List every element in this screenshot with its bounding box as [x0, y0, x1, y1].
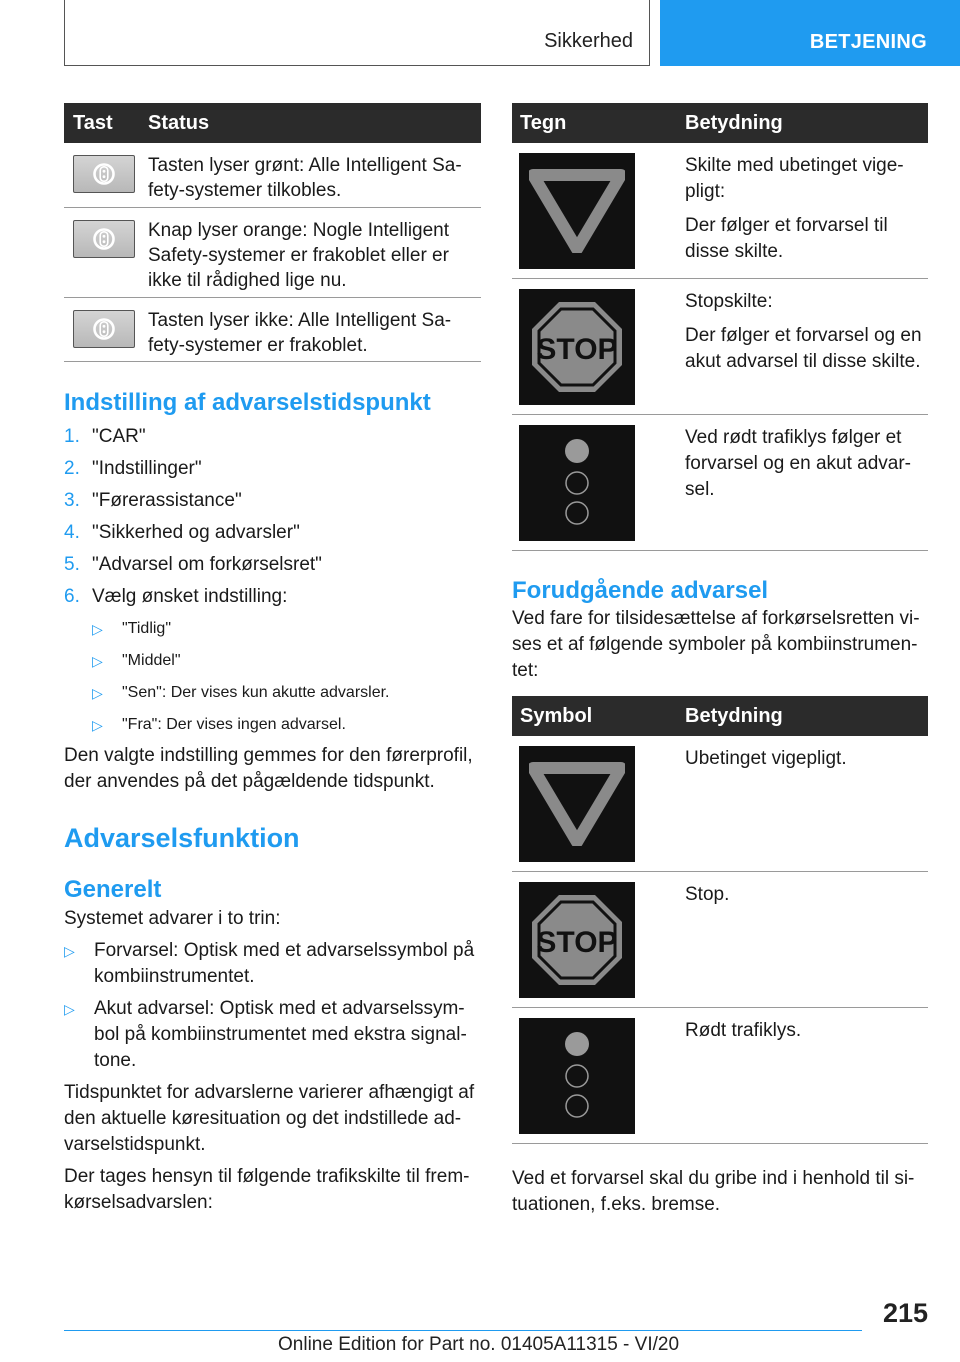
list-item: ▷ Forvarsel: Optisk med et advarselssymbol på kombiinstrumentet. [64, 938, 481, 990]
header-chapter-title: BETJENING [809, 31, 927, 53]
table-row [64, 143, 481, 208]
stop-sign-icon [519, 882, 635, 998]
footer-divider [64, 1330, 862, 1331]
setting-section-title: Indstilling af advarselstidspunkt [64, 389, 431, 416]
triangle-bullet-icon: ▷ [64, 1001, 75, 1017]
table-row: STOP Stopskilte: Der følger et forvarsel og en akut advarsel til disse skilte. [512, 279, 928, 415]
list-item: 2. "Indstillinger" [64, 458, 202, 479]
list-item: 4. "Sikkerhed og advarsler" [64, 522, 300, 543]
signs-table [512, 103, 928, 551]
warning-timing-text: Tidspunktet for advarslerne varierer afhængigt af den aktuelle køresituation og det indstillede ad-varselstidspunkt. [64, 1082, 475, 1155]
table-row: Skilte med ubetinget vige-pligt: Der følger et forvarsel til disse skilte. [512, 143, 928, 279]
triangle-bullet-icon: ▷ [92, 685, 103, 701]
table-row: Rødt trafiklys. [512, 1008, 928, 1144]
yield-sign-icon [519, 746, 635, 862]
warning-steps-list [64, 938, 481, 1074]
status-table-header [64, 103, 481, 143]
signs-table-header [512, 103, 928, 143]
intelligent-safety-key-icon [73, 310, 135, 348]
list-item: 3. "Førerassistance" [64, 490, 242, 511]
list-item: ▷ "Middel" [64, 645, 481, 677]
pre-warning-title: Forudgående advarsel [512, 577, 769, 604]
header-section-box [64, 0, 650, 66]
setting-options-list [64, 613, 481, 741]
list-item: 1. "CAR" [64, 426, 146, 447]
svg-text:STOP: STOP [536, 926, 618, 959]
traffic-light-icon [519, 425, 635, 541]
list-item: 6. Vælg ønsket indstilling: [64, 586, 288, 607]
status-text: Tasten lyser ikke: Alle Intelligent Sa-fety-systemer er frakoblet. [148, 310, 452, 356]
table-row [64, 298, 481, 362]
triangle-bullet-icon: ▷ [64, 943, 75, 959]
symbols-table-header-meaning: Betydning [685, 704, 783, 727]
yield-sign-icon [519, 153, 635, 269]
warning-function-intro: Systemet advarer i to trin: [64, 908, 281, 929]
traffic-light-icon [519, 1018, 635, 1134]
list-item: ▷ "Tidlig" [64, 613, 481, 645]
intelligent-safety-key-icon [73, 220, 135, 258]
footer-edition: Online Edition for Part no. 01405A11315 - VI/20 [278, 1334, 680, 1355]
header-section-title: Sikkerhed [544, 30, 633, 52]
table-row: Ved rødt trafiklys følger et forvarsel og en akut advar-sel. [512, 415, 928, 551]
warning-function-title: Advarselsfunktion [64, 823, 300, 853]
page-number: 215 [882, 1298, 928, 1328]
list-item: 5. "Advarsel om forkørselsret" [64, 554, 322, 575]
status-table-header-key: Tast [73, 111, 113, 134]
stop-sign-icon [519, 289, 635, 405]
table-row [64, 208, 481, 298]
closing-text: Ved et forvarsel skal du gribe ind i henhold til si-tuationen, f.eks. bremse. [512, 1168, 915, 1215]
triangle-bullet-icon: ▷ [92, 653, 103, 669]
table-row: STOP Stop. [512, 872, 928, 1008]
status-text: Knap lyser orange: Nogle Intelligent Safety-systemer er frakoblet eller er ikke til rådighed lige nu. [148, 220, 450, 291]
signs-table-header-meaning: Betydning [685, 111, 783, 134]
triangle-bullet-icon: ▷ [92, 717, 103, 733]
triangle-bullet-icon: ▷ [92, 621, 103, 637]
intelligent-safety-key-icon [73, 155, 135, 193]
right-column [512, 103, 928, 1218]
table-row: Ubetinget vigepligt. [512, 736, 928, 872]
symbols-table [512, 696, 928, 1144]
status-text: Tasten lyser grønt: Alle Intelligent Sa-fety-systemer tilkobles. [148, 155, 462, 201]
pre-warning-intro: Ved fare for tilsidesættelse af forkørselsretten vi-ses et af følgende symboler på kombiinstrumen-tet: [512, 608, 920, 681]
symbols-table-header-symbol: Symbol [520, 704, 593, 727]
svg-text:STOP: STOP [536, 333, 618, 366]
list-item: ▷ "Sen": Der vises kun akutte advarsler. [64, 677, 481, 709]
setting-note: Den valgte indstilling gemmes for den førerprofil, der anvendes på det pågældende tidspunkt. [64, 745, 473, 792]
header-chapter-box [660, 0, 960, 66]
setting-steps-list [64, 421, 481, 613]
symbols-table-header [512, 696, 928, 736]
warning-function-subtitle: Generelt [64, 876, 162, 903]
list-item: ▷ Akut advarsel: Optisk med et advarselssym-bol på kombiinstrumentet med ekstra signal-tone. [64, 996, 481, 1074]
signs-table-header-sign: Tegn [520, 111, 567, 134]
left-column [64, 103, 481, 1216]
status-table [64, 103, 481, 362]
list-item: ▷ "Fra": Der vises ingen advarsel. [64, 709, 481, 741]
traffic-signs-intro: Der tages hensyn til følgende trafikskilte til frem-kørselsadvarslen: [64, 1166, 470, 1213]
status-table-header-status: Status [148, 111, 210, 134]
